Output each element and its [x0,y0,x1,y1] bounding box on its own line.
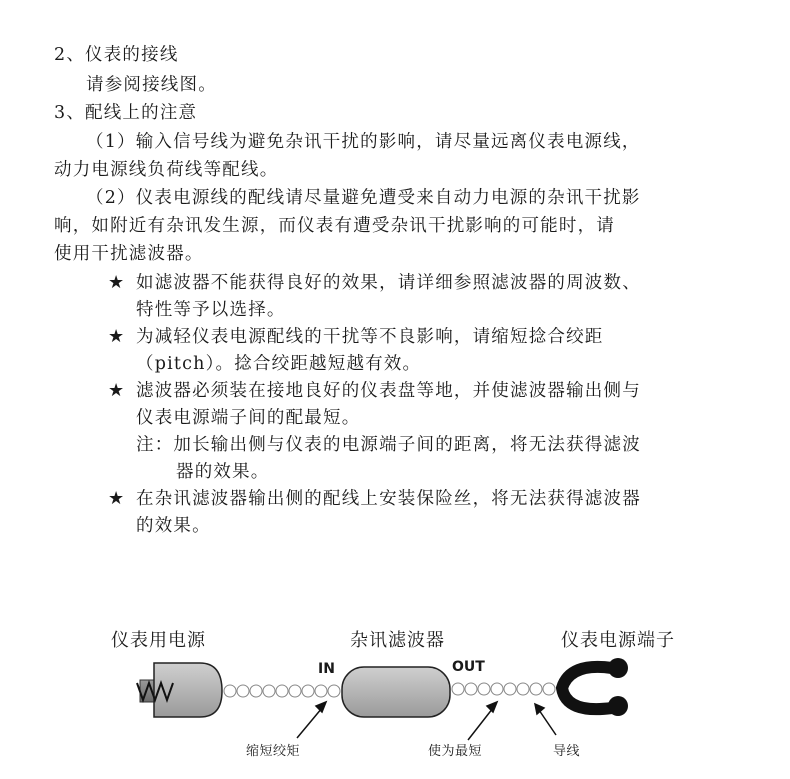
twisted-wire-in [224,685,340,697]
star-bullet-icon: ★ [108,380,125,401]
item-1-line-2: 动力电源线负荷线等配线。 [54,160,279,180]
bullet-4-line-2: 的效果。 [136,516,211,536]
annotation-wire: 导线 [553,744,581,759]
section-2-body: 请参阅接线图。 [86,75,217,95]
noise-filter-shape [342,667,450,717]
bullet-2-line-1: 为减轻仪表电源配线的干扰等不良影响，请缩短捻合绞距 [136,327,604,347]
item-2-line-1: （2）仪表电源线的配线请尽量避免遭受来自动力电源的杂讯干扰影 [86,188,641,208]
power-terminal-shape [562,658,628,716]
bullet-2-line-2: （pitch）。捻合绞距越短越有效。 [136,354,422,374]
section-2-heading: 2、仪表的接线 [54,45,179,65]
label-power-terminal: 仪表电源端子 [561,630,675,651]
item-1-line-1: （1）输入信号线为避免杂讯干扰的影响，请尽量远离仪表电源线， [86,132,641,152]
item-2-line-3: 使用干扰滤波器。 [54,244,204,264]
power-source-shape [137,663,222,717]
star-bullet-icon: ★ [108,488,125,509]
star-bullet-icon: ★ [108,272,125,293]
in-label: IN [318,661,335,677]
label-meter-power: 仪表用电源 [111,630,206,651]
bullet-4-line-1: 在杂讯滤波器输出侧的配线上安装保险丝，将无法获得滤波器 [136,489,641,509]
bullet-1-line-1: 如滤波器不能获得良好的效果，请详细参照滤波器的周波数、 [136,273,641,293]
bullet-3-line-1: 滤波器必须装在接地良好的仪表盘等地，并使滤波器输出侧与 [136,381,641,401]
section-3-heading: 3、配线上的注意 [54,103,198,123]
note-line-2: 器的效果。 [176,462,270,482]
note-line-1: 注：加长输出侧与仪表的电源端子间的距离，将无法获得滤波 [136,435,641,455]
label-noise-filter: 杂讯滤波器 [350,630,445,651]
item-2-line-2: 响，如附近有杂讯发生源，而仪表有遭受杂讯干扰影响的可能时，请 [54,216,615,236]
twisted-wire-out [452,683,555,695]
annotation-shorten-twist: 缩短绞矩 [246,744,301,759]
out-label: OUT [452,659,485,675]
bullet-1-line-2: 特性等予以选择。 [136,300,286,320]
bullet-3-line-2: 仪表电源端子间的配最短。 [136,408,361,428]
star-bullet-icon: ★ [108,326,125,347]
annotation-make-shortest: 使为最短 [428,744,483,759]
